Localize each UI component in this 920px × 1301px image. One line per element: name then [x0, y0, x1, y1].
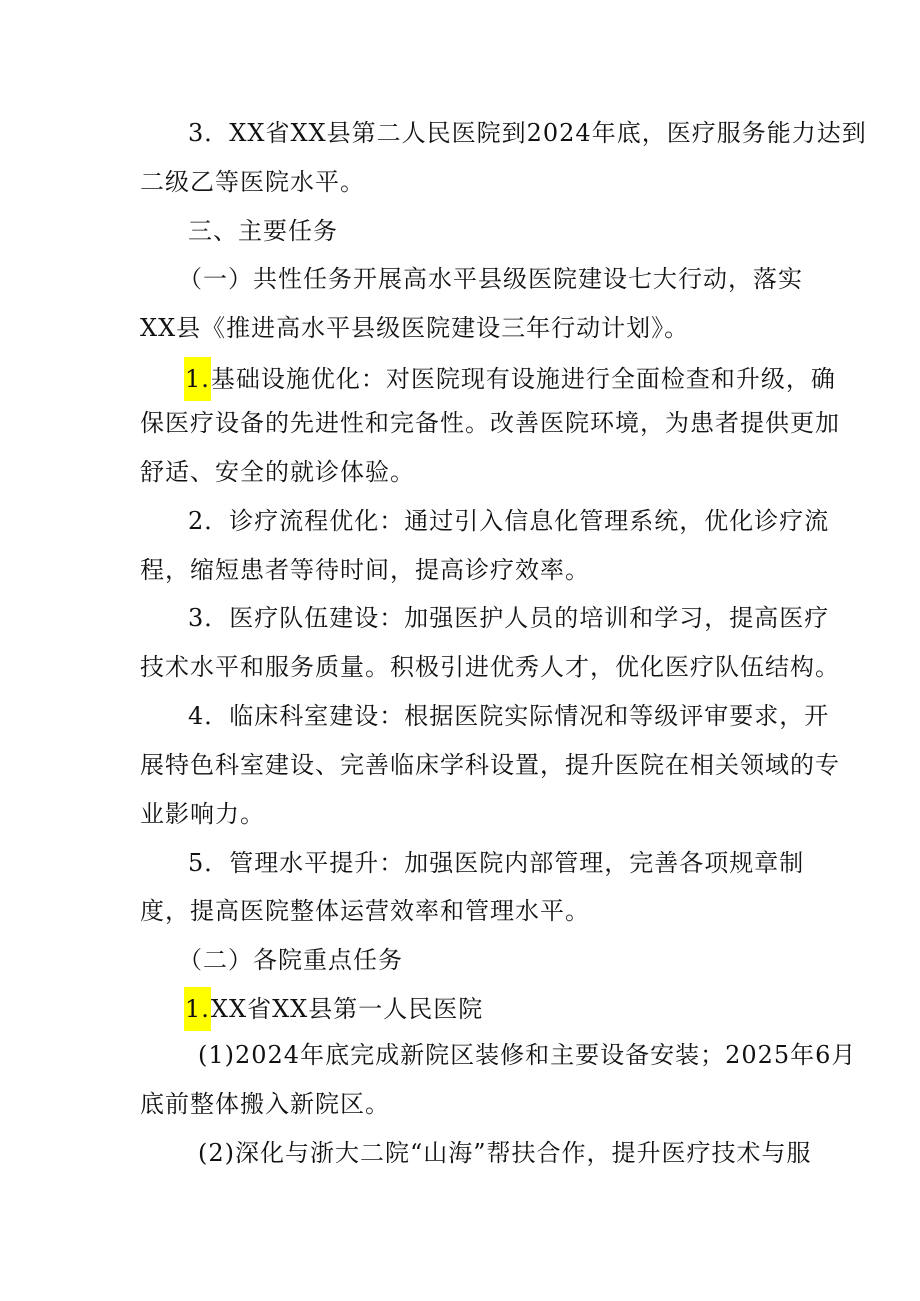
line-text: 程，缩短患者等待时间，提高诊疗效率。: [140, 556, 590, 584]
line-text: 5．管理水平提升：加强医院内部管理，完善各项规章制: [188, 849, 805, 877]
para-line: [140, 406, 840, 440]
line-text: (1)2024年底完成新院区装修和主要设备安装；2025年6月: [198, 1041, 857, 1069]
line-text: （一）共性任务开展高水平县级医院建设七大行动，落实: [178, 265, 803, 293]
para-line: [198, 1038, 856, 1072]
line-text: XX省XX县第一人民医院: [210, 995, 484, 1023]
para-line: [140, 165, 365, 199]
para-line: [198, 1136, 812, 1170]
subsection-heading: [178, 262, 803, 296]
para-line: [184, 357, 836, 401]
line-text: 二级乙等医院水平。: [140, 168, 365, 196]
para-line: [140, 650, 840, 684]
highlighted-number: 1.: [184, 357, 211, 401]
line-text: 3．XX省XX县第二人民医院到2024年底，医疗服务能力达到: [188, 119, 867, 147]
para-line: [184, 987, 483, 1031]
para-line: [188, 699, 829, 733]
para-line: [140, 797, 265, 831]
line-text: 三、主要任务: [188, 217, 338, 245]
line-text: 保医疗设备的先进性和完备性。改善医院环境，为患者提供更加: [140, 409, 840, 437]
line-text: 业影响力。: [140, 800, 265, 828]
line-text: 舒适、安全的就诊体验。: [140, 458, 415, 486]
para-line: [188, 846, 804, 880]
para-line: [188, 504, 829, 538]
line-text: 2．诊疗流程优化：通过引入信息化管理系统，优化诊疗流: [188, 507, 830, 535]
highlighted-number: 1.: [184, 987, 211, 1031]
subsection-heading: [178, 943, 403, 977]
line-text: 基础设施优化：对医院现有设施进行全面检查和升级，确: [210, 365, 836, 393]
line-text: 4．临床科室建设：根据医院实际情况和等级评审要求，开: [188, 702, 830, 730]
line-text: 技术水平和服务质量。积极引进优秀人才，优化医疗队伍结构。: [140, 653, 840, 681]
line-text: 展特色科室建设、完善临床学科设置，提升医院在相关领域的专: [140, 751, 840, 779]
para-line: [140, 311, 689, 345]
line-text: XX县《推进高水平县级医院建设三年行动计划》。: [140, 314, 690, 342]
line-text: 底前整体搬入新院区。: [140, 1090, 390, 1118]
para-line: [140, 553, 590, 587]
para-line: [140, 748, 840, 782]
section-heading: [188, 214, 338, 248]
line-text: 3．医疗队伍建设：加强医护人员的培训和学习，提高医疗: [188, 604, 830, 632]
para-line: [140, 894, 590, 928]
para-line: [188, 116, 867, 150]
para-line: [188, 601, 829, 635]
para-line: [140, 455, 415, 489]
para-line: [140, 1087, 390, 1121]
line-text: 度，提高医院整体运营效率和管理水平。: [140, 897, 590, 925]
line-text: （二）各院重点任务: [178, 946, 403, 974]
line-text: (2)深化与浙大二院“山海”帮扶合作，提升医疗技术与服: [198, 1139, 812, 1167]
